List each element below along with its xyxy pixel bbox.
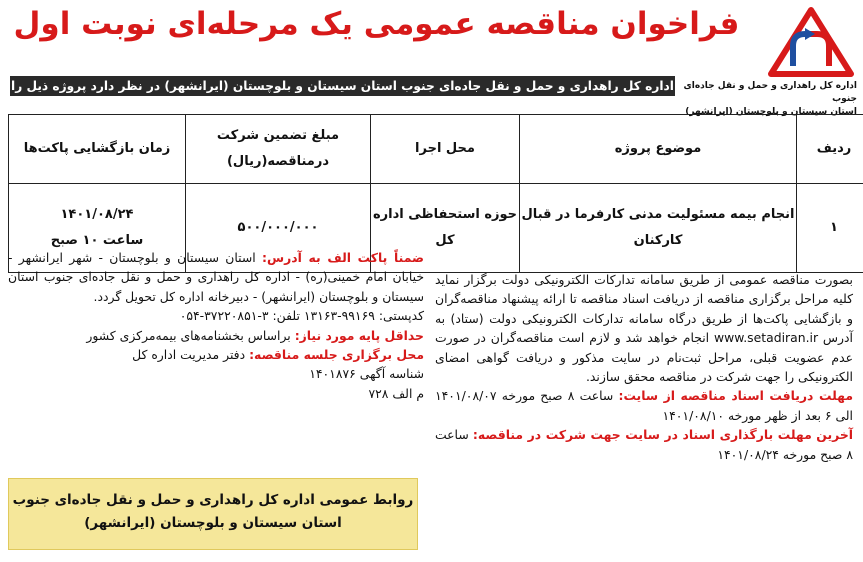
announcement-body-left [8, 248, 424, 403]
pr-line-1: روابط عمومی اداره کل راهداری و حمل و نقل جاده‌ای جنوب [12, 492, 414, 508]
header-guarantee-amount: مبلغ تضمین شرکت درمناقصه(ریال) [186, 115, 371, 184]
meeting-text: دفتر مدیریت اداره کل [132, 347, 246, 363]
meeting-label: محل برگزاری جلسه مناقصه: [249, 347, 424, 363]
page-title: فراخوان مناقصه عمومی یک مرحله‌ای نوبت اول [13, 6, 740, 42]
pr-line-2: استان سیستان و بلوچستان (ایرانشهر) [84, 515, 342, 531]
doc-deadline-text: ساعت ۸ صبح مورخه ۱۴۰۱/۰۸/۰۷ الی ۶ بعد از ظهر مورخه ۱۴۰۱/۰۸/۱۰ [435, 388, 853, 423]
min-grade-label: حداقل پایه مورد نیاز: [294, 327, 424, 343]
intro-rest-text: انجام خواهد شد و لازم است مناقصه‌گران در صورت عدم عضویت قبلی، مراحل ثبت‌نام در سایت مذکور و دریافت گواهی امضای الکترونیکی را جهت شرکت در مناقصه محقق سازند. [435, 330, 853, 385]
road-maintenance-logo [767, 6, 855, 78]
cell-subject: انجام بیمه مسئولیت مدنی کارفرما در قبال کارکنان [520, 184, 797, 273]
upload-deadline [435, 425, 853, 464]
cell-row-number: ۱ [797, 184, 863, 273]
ad-id: شناسه آگهی ۱۴۰۱۸۷۶ [309, 366, 424, 382]
opening-date: ۱۴۰۱/۰۸/۲۴ [60, 207, 134, 222]
website-link: www.setadiran.ir [713, 330, 819, 346]
upload-deadline-text: ساعت ۸ صبح مورخه ۱۴۰۱/۰۸/۲۴ [435, 427, 853, 462]
header-subject: موضوع پروژه [520, 115, 797, 184]
doc-deadline-label: مهلت دریافت اسناد مناقصه از سایت: [618, 388, 853, 404]
announcement-body-right [435, 270, 853, 464]
header-row-number: ردیف [797, 115, 863, 184]
ref-number: م الف ۷۲۸ [368, 385, 424, 401]
cell-guarantee-amount: ۵۰۰/۰۰۰/۰۰۰ [186, 184, 371, 273]
meeting-place [8, 345, 424, 364]
header-location: محل اجرا [371, 115, 520, 184]
postal-and-phone: کدپستی: ۹۹۱۶۹-۱۳۱۶۳ تلفن: ۳-۳۷۲۲۰۸۵۱-۰۵۴ [179, 308, 424, 324]
doc-deadline [435, 386, 853, 425]
intro-paragraph [435, 270, 853, 386]
cell-location: حوزه استحفاظی اداره کل [371, 184, 520, 273]
address-label: ضمناً پاکت الف به آدرس: [262, 250, 424, 265]
org-line-1: اداره کل راهداری و حمل و نقل جاده‌ای جنوب [683, 81, 857, 104]
address-text: استان سیستان و بلوچستان - شهر ایرانشهر - خیابان امام خمینی(ره) - اداره کل راهداری و حمل و نقل جاده‌ای جنوب استان سیستان و بلوچستان (ایرانشهر) - دبیرخانه اداره کل تحویل گردد. [8, 250, 424, 304]
org-line-2: استان سیستان و بلوچستان (ایرانشهر) [685, 107, 857, 117]
subtitle-bar: اداره کل راهداری و حمل و نقل جاده‌ای جنوب استان سیستان و بلوچستان (ایرانشهر) در نظر دارد پروژه ذیل را [10, 76, 675, 96]
address-paragraph [8, 248, 424, 306]
upload-deadline-label: آخرین مهلت بارگذاری اسناد در سایت جهت شرکت در مناقصه: [472, 427, 853, 443]
opening-hour: ساعت ۱۰ صبح [50, 233, 144, 248]
header-opening-time: زمان بازگشایی پاکت‌ها [9, 115, 186, 184]
public-relations-box [8, 478, 418, 550]
min-grade-text: براساس بخشنامه‌های بیمه‌مرکزی کشور [86, 327, 291, 343]
min-grade [8, 326, 424, 345]
table-header-row [9, 115, 863, 184]
intro-text: بصورت مناقصه عمومی از طریق سامانه تدارکات الکترونیکی دولت برگزار نماید کلیه مراحل برگزاری مناقصه از دریافت اسناد مناقصه تا ارائه پیشنهاد مناقصه‌گران و بازگشایی پاکت‌ها از طریق درگاه سامانه تدارکات الکترونیکی دولت (ستاد) به آدرس [435, 272, 853, 346]
